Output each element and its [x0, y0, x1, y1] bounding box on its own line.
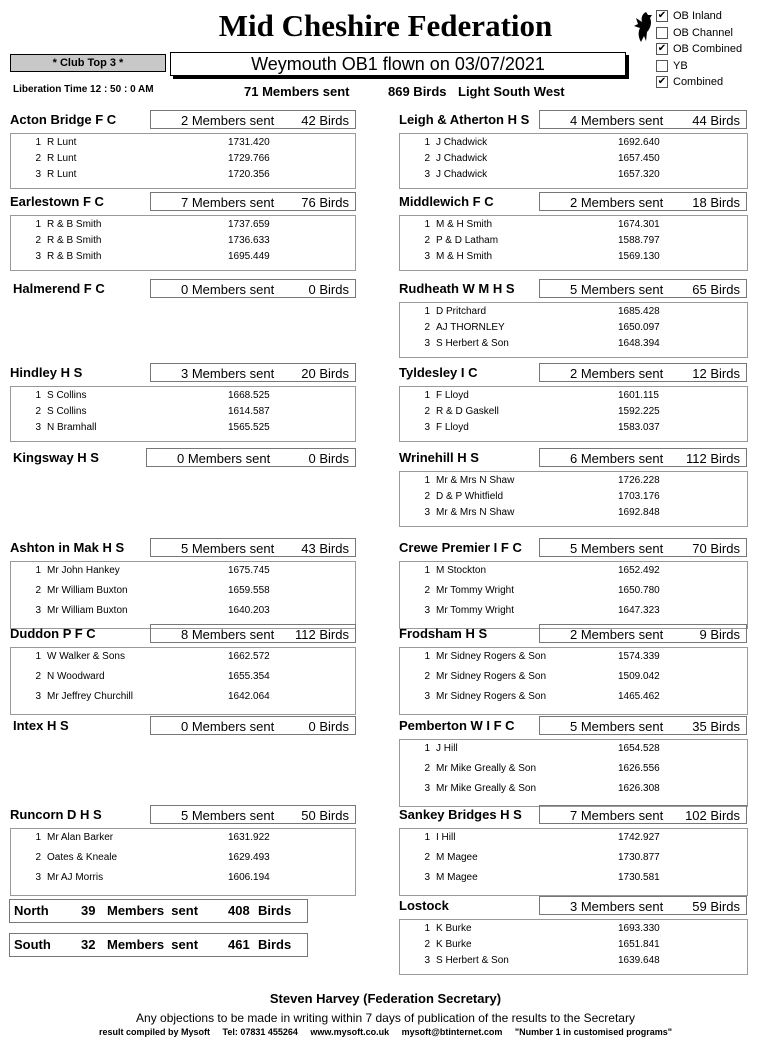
results-list — [399, 302, 748, 358]
velocity: 1569.130 — [618, 251, 660, 262]
velocity: 1729.766 — [228, 153, 270, 164]
fancier-name: R & B Smith — [47, 219, 102, 230]
fancier-name: S Collins — [47, 406, 87, 417]
race-title: Weymouth OB1 flown on 03/07/2021 — [170, 52, 626, 76]
compiled-by-line: result compiled by Mysoft Tel: 07831 455264 www.mysoft.co.uk mysoft@btinternet.com "Number 1 in customised programs" — [99, 1027, 672, 1037]
fancier-name: D & P Whitfield — [436, 491, 504, 502]
members-sent: 5 Members sent — [181, 808, 275, 823]
results-list — [10, 561, 356, 629]
members-sent: 5 Members sent — [181, 541, 275, 556]
velocity: 1703.176 — [618, 491, 660, 502]
velocity: 1726.228 — [618, 475, 660, 486]
velocity: 1693.330 — [618, 923, 660, 934]
checkbox-icon: ✔ — [657, 76, 667, 88]
club-name: Hindley H S — [10, 365, 83, 380]
velocity: 1675.745 — [228, 565, 270, 576]
fancier-name: M Magee — [436, 872, 478, 883]
results-list — [399, 215, 748, 271]
legend-item — [656, 43, 742, 55]
birds-sent: 35 Birds — [692, 719, 740, 734]
position: 2 — [35, 585, 41, 596]
birds-sent: 0 Birds — [308, 719, 349, 734]
region-name: North — [14, 903, 49, 918]
position: 2 — [424, 406, 430, 417]
fancier-name: N Woodward — [47, 671, 105, 682]
velocity: 1695.449 — [228, 251, 270, 262]
members-sent: 5 Members sent — [570, 541, 664, 556]
club-name: Runcorn D H S — [10, 807, 102, 822]
members-sent: 5 Members sent — [570, 282, 664, 297]
birds-sent: 112 Birds — [686, 451, 740, 466]
position: 1 — [424, 923, 430, 934]
club-name: Wrinehill H S — [399, 450, 479, 465]
fancier-name: W Walker & Sons — [47, 651, 125, 662]
fancier-name: Mr & Mrs N Shaw — [436, 507, 515, 518]
members-sent: 2 Members sent — [570, 366, 664, 381]
legend-label: YB — [673, 59, 688, 72]
birds-sent: 112 Birds — [295, 627, 349, 642]
fancier-name: Mr Jeffrey Churchill — [47, 691, 133, 702]
position: 3 — [424, 338, 430, 349]
position: 3 — [35, 169, 41, 180]
position: 1 — [424, 743, 430, 754]
fancier-name: Mr William Buxton — [47, 585, 128, 596]
velocity: 1668.525 — [228, 390, 270, 401]
liberation-time: Liberation Time 12 : 50 : 0 AM — [13, 84, 154, 95]
members-sent: 3 Members sent — [181, 366, 275, 381]
club-name: Leigh & Atherton H S — [399, 112, 530, 127]
position: 1 — [424, 219, 430, 230]
club-name: Earlestown F C — [10, 194, 104, 209]
velocity: 1614.587 — [228, 406, 270, 417]
velocity: 1647.323 — [618, 605, 660, 616]
fancier-name: Mr Mike Greally & Son — [436, 763, 537, 774]
members-sent: 0 Members sent — [177, 451, 271, 466]
velocity: 1652.492 — [618, 565, 660, 576]
club-summary-box — [539, 363, 747, 382]
position: 3 — [424, 169, 430, 180]
members-sent: 5 Members sent — [570, 719, 664, 734]
velocity: 1654.528 — [618, 743, 660, 754]
position: 1 — [424, 565, 430, 576]
birds-sent: 70 Birds — [692, 541, 740, 556]
results-list — [399, 919, 748, 975]
region-members: 32 — [81, 937, 96, 952]
region-birds-label: Birds — [258, 903, 292, 918]
club-name: Sankey Bridges H S — [399, 807, 522, 822]
club-summary-box — [150, 279, 356, 298]
velocity: 1650.780 — [618, 585, 660, 596]
checkbox-icon: ✔ — [657, 10, 667, 22]
velocity: 1737.659 — [228, 219, 270, 230]
members-sent: 8 Members sent — [181, 627, 275, 642]
region-total-box — [9, 933, 308, 957]
position: 3 — [424, 422, 430, 433]
fancier-name: D Pritchard — [436, 306, 487, 317]
fancier-name: S Herbert & Son — [436, 338, 509, 349]
fancier-name: Mr John Hankey — [47, 565, 120, 576]
velocity: 1720.356 — [228, 169, 270, 180]
legend-item — [656, 60, 688, 72]
results-list — [10, 828, 356, 896]
position: 2 — [424, 671, 430, 682]
fancier-name: Oates & Kneale — [47, 852, 118, 863]
position: 1 — [424, 651, 430, 662]
position: 3 — [424, 251, 430, 262]
club-summary-box — [150, 192, 356, 211]
velocity: 1650.097 — [618, 322, 660, 333]
birds-sent: 44 Birds — [692, 113, 740, 128]
velocity: 1606.194 — [228, 872, 270, 883]
fancier-name: P & D Latham — [436, 235, 499, 246]
fancier-name: M & H Smith — [436, 219, 493, 230]
velocity: 1685.428 — [618, 306, 660, 317]
legend-label: OB Inland — [673, 10, 722, 22]
position: 3 — [424, 955, 430, 966]
club-summary-box — [539, 448, 747, 467]
position: 2 — [35, 235, 41, 246]
legend-item — [656, 76, 723, 88]
position: 1 — [35, 565, 41, 576]
objections-notice: Any objections to be made in writing within 7 days of publication of the results to the Secretary — [136, 1011, 635, 1025]
region-members-label: Members sent — [107, 903, 199, 918]
fancier-name: J Chadwick — [436, 169, 488, 180]
position: 1 — [35, 219, 41, 230]
fancier-name: Mr Tommy Wright — [436, 605, 514, 616]
members-sent: 3 Members sent — [570, 899, 664, 914]
velocity: 1601.115 — [618, 390, 659, 401]
velocity: 1588.797 — [618, 235, 660, 246]
fancier-name: M & H Smith — [436, 251, 493, 262]
club-summary-box — [146, 448, 356, 467]
fancier-name: J Chadwick — [436, 153, 488, 164]
birds-sent: 50 Birds — [301, 808, 349, 823]
velocity: 1731.420 — [228, 137, 270, 148]
members-sent: 2 Members sent — [570, 195, 664, 210]
pigeon-logo-icon — [632, 10, 654, 49]
fancier-name: R & D Gaskell — [436, 406, 499, 417]
position: 1 — [424, 832, 430, 843]
club-summary-box — [539, 538, 747, 557]
fancier-name: F Lloyd — [436, 422, 469, 433]
fancier-name: I Hill — [436, 832, 456, 843]
club-summary-box — [539, 896, 747, 915]
fancier-name: N Bramhall — [47, 422, 97, 433]
velocity: 1648.394 — [618, 338, 660, 349]
birds-sent: 42 Birds — [301, 113, 349, 128]
position: 2 — [424, 235, 430, 246]
results-list — [10, 386, 356, 442]
velocity: 1629.493 — [228, 852, 270, 863]
club-name: Acton Bridge F C — [10, 112, 117, 127]
club-name: Halmerend F C — [13, 281, 105, 296]
results-list — [10, 215, 356, 271]
results-list — [399, 133, 748, 189]
fancier-name: Mr Sidney Rogers & Son — [436, 671, 547, 682]
fancier-name: Mr AJ Morris — [47, 872, 104, 883]
region-birds: 461 — [228, 937, 250, 952]
velocity: 1736.633 — [228, 235, 270, 246]
results-list — [399, 471, 748, 527]
members-sent: 0 Members sent — [181, 719, 275, 734]
legend-label: Combined — [673, 76, 724, 88]
velocity: 1692.848 — [618, 507, 660, 518]
checkbox-icon — [656, 60, 668, 72]
club-summary-box — [539, 716, 747, 735]
position: 2 — [424, 852, 430, 863]
velocity: 1730.877 — [618, 852, 660, 863]
checkbox-icon: ✔ — [657, 43, 667, 55]
position: 1 — [35, 137, 41, 148]
position: 2 — [424, 322, 430, 333]
birds-sent: 18 Birds — [692, 195, 740, 210]
club-name: Tyldesley I C — [399, 365, 478, 380]
fancier-name: AJ THORNLEY — [436, 322, 505, 333]
club-name: Crewe Premier I F C — [399, 540, 522, 555]
birds-sent: 76 Birds — [301, 195, 349, 210]
fancier-name: Mr Alan Barker — [47, 832, 114, 843]
position: 2 — [424, 939, 430, 950]
position: 2 — [424, 153, 430, 164]
legend-label: OB Combined — [673, 43, 743, 55]
birds-total: 869 Birds — [388, 84, 447, 99]
position: 3 — [424, 783, 430, 794]
velocity: 1626.308 — [618, 783, 660, 794]
velocity: 1626.556 — [618, 763, 660, 774]
position: 3 — [35, 691, 41, 702]
fancier-name: Mr William Buxton — [47, 605, 128, 616]
velocity: 1465.462 — [618, 691, 660, 702]
club-summary-box — [150, 805, 356, 824]
velocity: 1651.841 — [618, 939, 660, 950]
legend-item — [656, 27, 733, 39]
position: 3 — [424, 507, 430, 518]
fancier-name: K Burke — [436, 939, 472, 950]
velocity: 1592.225 — [618, 406, 660, 417]
velocity: 1659.558 — [228, 585, 270, 596]
fancier-name: R Lunt — [47, 137, 77, 148]
secretary-line: Steven Harvey (Federation Secretary) — [269, 991, 502, 1006]
club-summary-box — [150, 624, 356, 643]
fancier-name: R Lunt — [47, 153, 77, 164]
club-name: Intex H S — [13, 718, 69, 733]
club-summary-box — [150, 363, 356, 382]
club-name: Middlewich F C — [399, 194, 494, 209]
region-birds: 408 — [228, 903, 250, 918]
fancier-name: R & B Smith — [47, 251, 102, 262]
position: 2 — [424, 491, 430, 502]
region-name: South — [14, 937, 51, 952]
position: 2 — [35, 406, 41, 417]
birds-sent: 102 Birds — [685, 808, 740, 823]
position: 3 — [35, 251, 41, 262]
birds-sent: 20 Birds — [301, 366, 349, 381]
wind-conditions: Light South West — [458, 84, 565, 99]
fancier-name: F Lloyd — [436, 390, 469, 401]
fancier-name: M Magee — [436, 852, 478, 863]
club-summary-box — [539, 110, 747, 129]
region-members-label: Members sent — [107, 937, 199, 952]
velocity: 1662.572 — [228, 651, 270, 662]
members-sent: 7 Members sent — [181, 195, 275, 210]
position: 3 — [35, 605, 41, 616]
position: 1 — [424, 306, 430, 317]
club-summary-box — [539, 805, 747, 824]
position: 3 — [424, 605, 430, 616]
velocity: 1509.042 — [618, 671, 660, 682]
fancier-name: Mr Sidney Rogers & Son — [436, 651, 547, 662]
fancier-name: Mr Tommy Wright — [436, 585, 514, 596]
results-list — [10, 647, 356, 715]
club-name: Rudheath W M H S — [399, 281, 515, 296]
position: 1 — [424, 137, 430, 148]
results-list — [399, 386, 748, 442]
velocity: 1642.064 — [228, 691, 270, 702]
members-sent: 4 Members sent — [570, 113, 664, 128]
club-summary-box — [539, 192, 747, 211]
club-summary-box — [150, 538, 356, 557]
fancier-name: S Collins — [47, 390, 87, 401]
club-name: Duddon P F C — [10, 626, 96, 641]
position: 2 — [424, 763, 430, 774]
members-sent: 2 Members sent — [570, 627, 664, 642]
legend-item — [656, 10, 722, 22]
position: 2 — [35, 671, 41, 682]
members-sent: 6 Members sent — [570, 451, 664, 466]
position: 3 — [424, 691, 430, 702]
position: 1 — [35, 390, 41, 401]
results-list — [399, 828, 748, 896]
members-sent-total: 71 Members sent — [244, 84, 350, 99]
velocity: 1657.320 — [618, 169, 660, 180]
birds-sent: 0 Birds — [308, 282, 349, 297]
page-title: Mid Cheshire Federation — [218, 8, 553, 43]
position: 2 — [35, 153, 41, 164]
results-list — [10, 133, 356, 189]
results-list — [399, 561, 748, 629]
position: 1 — [424, 475, 430, 486]
results-list — [399, 647, 748, 715]
club-summary-box — [150, 716, 356, 735]
members-sent: 2 Members sent — [181, 113, 275, 128]
birds-sent: 9 Birds — [699, 627, 740, 642]
fancier-name: R & B Smith — [47, 235, 102, 246]
fancier-name: R Lunt — [47, 169, 77, 180]
club-summary-box — [150, 110, 356, 129]
position: 3 — [424, 872, 430, 883]
fancier-name: J Chadwick — [436, 137, 488, 148]
position: 1 — [35, 651, 41, 662]
region-total-box — [9, 899, 308, 923]
checkbox-icon — [656, 27, 668, 39]
club-name: Pemberton W I F C — [399, 718, 515, 733]
birds-sent: 0 Birds — [308, 451, 349, 466]
position: 1 — [35, 832, 41, 843]
birds-sent: 59 Birds — [692, 899, 740, 914]
position: 2 — [35, 852, 41, 863]
position: 2 — [424, 585, 430, 596]
velocity: 1565.525 — [228, 422, 270, 433]
birds-sent: 43 Birds — [301, 541, 349, 556]
fancier-name: M Stockton — [436, 565, 487, 576]
club-name: Frodsham H S — [399, 626, 488, 641]
fancier-name: Mr Sidney Rogers & Son — [436, 691, 547, 702]
birds-sent: 65 Birds — [692, 282, 740, 297]
position: 3 — [35, 872, 41, 883]
velocity: 1574.339 — [618, 651, 660, 662]
position: 1 — [424, 390, 430, 401]
club-name: Ashton in Mak H S — [10, 540, 125, 555]
club-name: Lostock — [399, 898, 449, 913]
velocity: 1639.648 — [618, 955, 660, 966]
members-sent: 7 Members sent — [570, 808, 664, 823]
velocity: 1640.203 — [228, 605, 270, 616]
velocity: 1583.037 — [618, 422, 660, 433]
club-top-label: * Club Top 3 * — [10, 54, 166, 72]
velocity: 1692.640 — [618, 137, 660, 148]
birds-sent: 12 Birds — [692, 366, 740, 381]
legend-label: OB Channel — [673, 26, 733, 39]
fancier-name: K Burke — [436, 923, 472, 934]
fancier-name: S Herbert & Son — [436, 955, 509, 966]
members-sent: 0 Members sent — [181, 282, 275, 297]
club-summary-box — [539, 624, 747, 643]
region-members: 39 — [81, 903, 96, 918]
fancier-name: Mr Mike Greally & Son — [436, 783, 537, 794]
fancier-name: Mr & Mrs N Shaw — [436, 475, 515, 486]
fancier-name: J Hill — [436, 743, 458, 754]
velocity: 1742.927 — [618, 832, 660, 843]
velocity: 1631.922 — [228, 832, 270, 843]
position: 3 — [35, 422, 41, 433]
club-name: Kingsway H S — [13, 450, 99, 465]
velocity: 1674.301 — [618, 219, 660, 230]
region-birds-label: Birds — [258, 937, 292, 952]
velocity: 1657.450 — [618, 153, 660, 164]
velocity: 1730.581 — [618, 872, 660, 883]
velocity: 1655.354 — [228, 671, 270, 682]
club-summary-box — [539, 279, 747, 298]
results-list — [399, 739, 748, 807]
